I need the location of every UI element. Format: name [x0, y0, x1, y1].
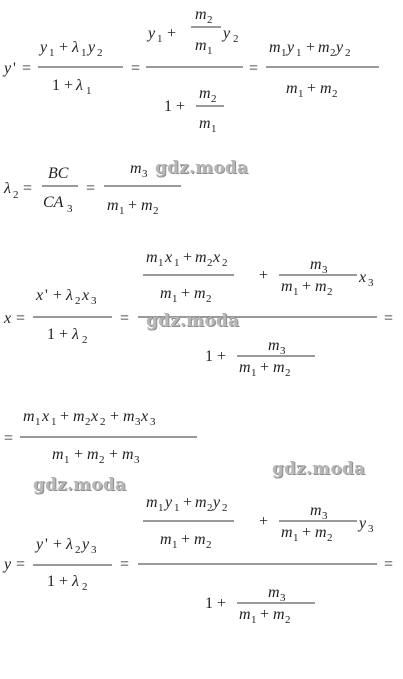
svg-text:3: 3	[67, 203, 73, 215]
svg-text:2: 2	[222, 257, 228, 269]
svg-text:m: m	[194, 285, 206, 302]
watermark: gdz.moda	[146, 311, 240, 331]
svg-text:+: +	[306, 39, 316, 56]
svg-text:y: y	[223, 25, 231, 42]
svg-text:m: m	[195, 249, 207, 266]
svg-text:2: 2	[75, 544, 81, 556]
svg-text:y: y	[148, 25, 156, 42]
svg-text:x: x	[213, 249, 221, 266]
svg-text:m: m	[269, 39, 281, 56]
svg-text:+: +	[128, 197, 138, 214]
svg-text:m: m	[130, 160, 142, 177]
svg-text:=: =	[16, 556, 26, 573]
svg-text:2: 2	[97, 47, 103, 59]
svg-text:BC: BC	[48, 165, 69, 182]
svg-text:1 +: 1 +	[205, 348, 227, 365]
svg-text:m: m	[123, 408, 135, 425]
svg-text:x: x	[82, 287, 90, 304]
svg-text:2: 2	[330, 47, 336, 59]
svg-text:1: 1	[158, 502, 164, 514]
svg-text:=: =	[384, 310, 394, 327]
svg-text:1 +: 1 +	[47, 573, 69, 590]
svg-text:m: m	[146, 249, 158, 266]
svg-text:=: =	[22, 60, 32, 77]
svg-text:3: 3	[134, 454, 140, 466]
equation-1	[2, 6, 379, 135]
svg-text:m: m	[195, 6, 207, 23]
svg-text:y: y	[359, 515, 367, 532]
svg-text:2: 2	[345, 47, 351, 59]
svg-text:y: y	[82, 536, 90, 553]
svg-text:1: 1	[281, 47, 287, 59]
svg-text:x: x	[91, 408, 99, 425]
svg-text:+: +	[109, 446, 119, 463]
svg-text:1: 1	[81, 47, 87, 59]
svg-text:1 +: 1 +	[164, 98, 186, 115]
svg-text:1: 1	[172, 539, 178, 551]
svg-text:m: m	[199, 85, 211, 102]
svg-text:m: m	[195, 37, 207, 54]
svg-text:3: 3	[142, 168, 148, 180]
svg-text:+: +	[167, 25, 177, 42]
svg-text:m: m	[87, 446, 99, 463]
svg-text:x: x	[4, 310, 12, 327]
svg-text:m: m	[160, 531, 172, 548]
svg-text:1 +: 1 +	[47, 326, 69, 343]
svg-text:3: 3	[150, 416, 156, 428]
svg-text:λ: λ	[72, 573, 79, 590]
svg-text:λ: λ	[66, 287, 73, 304]
svg-text:1: 1	[157, 33, 163, 45]
svg-text:2: 2	[207, 14, 213, 26]
svg-text:1: 1	[298, 88, 304, 100]
svg-text:': '	[45, 287, 48, 304]
svg-text:x: x	[42, 408, 50, 425]
svg-text:CA: CA	[43, 194, 64, 211]
svg-text:1: 1	[172, 293, 178, 305]
svg-text:=: =	[16, 310, 26, 327]
svg-text:λ: λ	[76, 77, 83, 94]
svg-text:=: =	[23, 180, 33, 197]
math-derivation: m 1 + m 2 y ' = y 1 + λ 1 y 2 1 + λ 1 = y 1 + m 2 m 1 y 2 1 + m 2 m 1 = m 1 y 1 + m 2 y 2 m 1 + m 2 λ 2 = BC CA 3 = m 3 m 1 + m 2 x = x ' + λ 2 x 3 1 + λ 2 = m 1 x 1 + m 2 x 2 m 1 + m 2 + x 3 1 + = = m 1 x 1 + m 2 x 2 + m 3 x 3 m 1 + m 2 + m 3 y = y ' + λ 2 y 3 1 + λ 2 = m 1 y 1 + m 2 y 2 m 1 + m 2 + y 3 1 + =	[0, 0, 403, 679]
svg-text:1: 1	[64, 454, 70, 466]
svg-text:m: m	[107, 197, 119, 214]
svg-text:1: 1	[86, 85, 92, 97]
svg-text:=: =	[86, 180, 96, 197]
svg-text:λ: λ	[72, 39, 79, 56]
svg-text:m: m	[141, 197, 153, 214]
watermark: gdz.moda	[33, 475, 127, 495]
svg-text:y: y	[36, 536, 44, 553]
svg-text:=: =	[131, 60, 141, 77]
svg-text:m: m	[122, 446, 134, 463]
watermark: gdz.moda	[272, 459, 366, 479]
svg-text:2: 2	[82, 581, 88, 593]
svg-text:y: y	[336, 39, 344, 56]
svg-text:2: 2	[85, 416, 91, 428]
svg-text:y: y	[165, 494, 173, 511]
svg-text:y: y	[213, 494, 221, 511]
svg-text:': '	[13, 60, 16, 77]
svg-text:+: +	[183, 249, 193, 266]
svg-text:3: 3	[91, 544, 97, 556]
svg-text:+: +	[59, 39, 69, 56]
svg-text:': '	[45, 536, 48, 553]
svg-text:=: =	[120, 556, 130, 573]
svg-text:+: +	[181, 285, 191, 302]
svg-text:2: 2	[75, 295, 81, 307]
svg-text:+: +	[259, 267, 269, 284]
svg-text:1: 1	[174, 502, 180, 514]
svg-text:+: +	[53, 287, 63, 304]
svg-text:+: +	[259, 513, 269, 530]
svg-text:+: +	[110, 408, 120, 425]
svg-text:m: m	[286, 80, 298, 97]
svg-text:m: m	[160, 285, 172, 302]
svg-text:+: +	[183, 494, 193, 511]
svg-text:=: =	[4, 430, 14, 447]
svg-text:x: x	[141, 408, 149, 425]
svg-text:1: 1	[119, 205, 125, 217]
svg-text:1: 1	[35, 416, 41, 428]
svg-text:1: 1	[207, 45, 213, 57]
svg-text:m: m	[52, 446, 64, 463]
svg-text:m: m	[194, 531, 206, 548]
equation-4	[4, 408, 197, 466]
svg-text:λ: λ	[66, 536, 73, 553]
svg-text:2: 2	[207, 257, 213, 269]
svg-text:x: x	[359, 269, 367, 286]
svg-text:3: 3	[368, 277, 374, 289]
svg-text:+: +	[60, 408, 70, 425]
svg-text:2: 2	[100, 416, 106, 428]
svg-text:1 +: 1 +	[205, 595, 227, 612]
svg-text:m: m	[318, 39, 330, 56]
svg-text:m: m	[146, 494, 158, 511]
svg-text:1: 1	[211, 123, 217, 135]
svg-text:m: m	[23, 408, 35, 425]
svg-text:2: 2	[82, 334, 88, 346]
svg-text:2: 2	[13, 189, 19, 201]
svg-text:3: 3	[91, 295, 97, 307]
svg-text:m: m	[199, 115, 211, 132]
watermark: gdz.moda	[155, 158, 249, 178]
svg-text:2: 2	[332, 88, 338, 100]
svg-text:3: 3	[368, 523, 374, 535]
svg-text:2: 2	[206, 539, 212, 551]
svg-text:3: 3	[135, 416, 141, 428]
svg-text:1: 1	[51, 416, 57, 428]
svg-text:2: 2	[222, 502, 228, 514]
svg-text:+: +	[181, 531, 191, 548]
svg-text:1: 1	[158, 257, 164, 269]
svg-text:1 +: 1 +	[52, 77, 74, 94]
svg-text:λ: λ	[72, 326, 79, 343]
svg-text:m: m	[320, 80, 332, 97]
svg-text:2: 2	[206, 293, 212, 305]
equation-5	[2, 494, 393, 626]
svg-text:=: =	[249, 60, 259, 77]
svg-text:+: +	[53, 536, 63, 553]
svg-text:2: 2	[211, 93, 217, 105]
svg-text:1: 1	[296, 47, 302, 59]
svg-text:y: y	[4, 556, 12, 573]
svg-text:=: =	[384, 556, 394, 573]
svg-text:=: =	[120, 310, 130, 327]
svg-text:m: m	[73, 408, 85, 425]
svg-text:1: 1	[49, 47, 55, 59]
svg-text:+: +	[74, 446, 84, 463]
svg-text:y: y	[287, 39, 295, 56]
svg-text:+: +	[307, 80, 317, 97]
svg-text:2: 2	[99, 454, 105, 466]
svg-text:2: 2	[207, 502, 213, 514]
svg-text:2: 2	[233, 33, 239, 45]
svg-text:x: x	[165, 249, 173, 266]
svg-text:y: y	[4, 60, 12, 77]
svg-text:2: 2	[153, 205, 159, 217]
svg-text:1: 1	[174, 257, 180, 269]
svg-text:y: y	[88, 39, 96, 56]
svg-text:x: x	[36, 287, 44, 304]
svg-text:λ: λ	[4, 180, 11, 197]
svg-text:y: y	[40, 39, 48, 56]
svg-text:m: m	[195, 494, 207, 511]
